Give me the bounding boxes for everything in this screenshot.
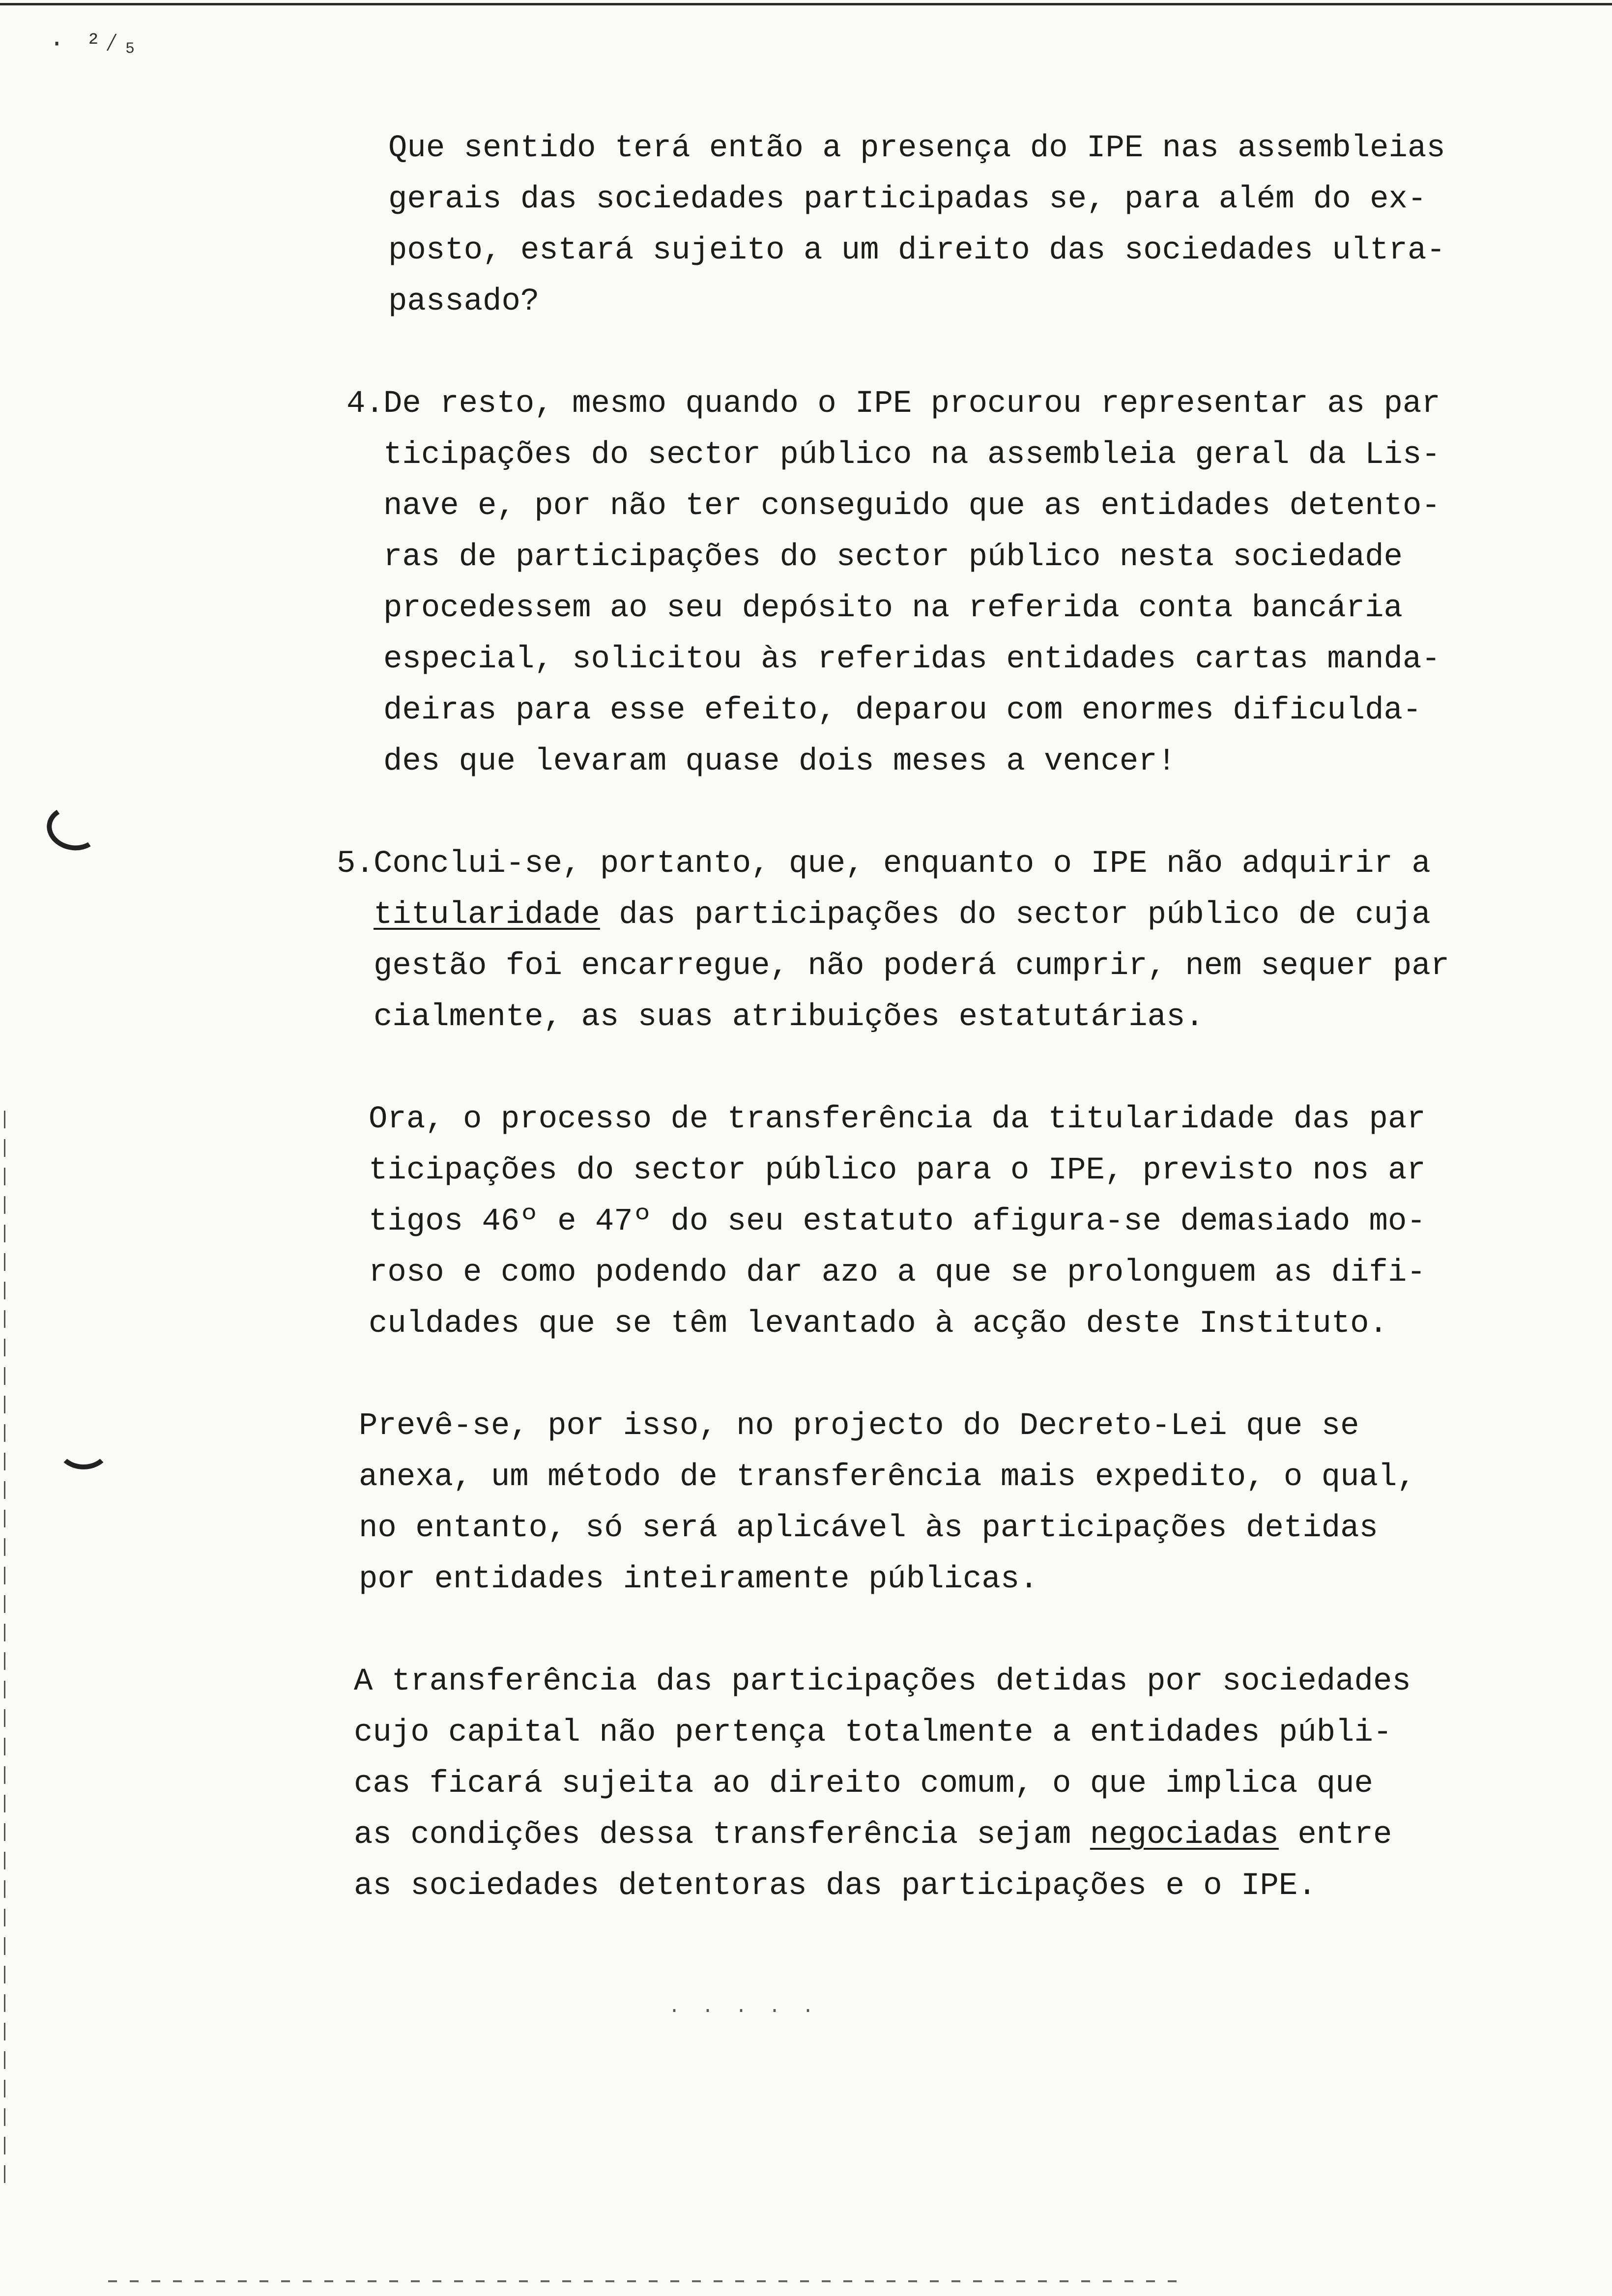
text-line: Prevê-se, por isso, no projecto do Decreto-Lei que se xyxy=(359,1408,1359,1444)
underlined-word: negociadas xyxy=(1090,1817,1279,1853)
text-line: des que levaram quase dois meses a vencer! xyxy=(383,744,1177,779)
bottom-scan-noise xyxy=(108,2280,1189,2282)
corner-page-mark: · ²⁄₅ xyxy=(49,29,141,58)
text-line: titularidade das participações do sector público de cuja xyxy=(374,897,1431,933)
text-line: A transferência das participações detidas por sociedades xyxy=(354,1664,1411,1699)
text-line: procedessem ao seu depósito na referida conta bancária xyxy=(383,591,1403,626)
text-line: cujo capital não pertença totalmente a entidades públi- xyxy=(354,1715,1392,1751)
text-line: culdades que se têm levantado à acção deste Instituto. xyxy=(369,1306,1388,1342)
text-line: ras de participações do sector público nesta sociedade xyxy=(383,540,1403,575)
text-line: as condições dessa transferência sejam negociadas entre xyxy=(354,1817,1392,1853)
bottom-smudge-mark: · · · · · xyxy=(668,2000,819,2022)
paragraph-5 xyxy=(337,838,1553,1043)
paragraph-4 xyxy=(346,378,1553,787)
text-line: passado? xyxy=(388,284,540,319)
text-line: posto, estará sujeito a um direito das sociedades ultra- xyxy=(388,233,1445,268)
text-line: gestão foi encarregue, não poderá cumprir, nem sequer par xyxy=(374,948,1450,984)
text-line: roso e como podendo dar azo a que se prolonguem as difi- xyxy=(369,1255,1426,1291)
paragraph-number: 4. xyxy=(346,386,384,422)
text-line: Ora, o processo de transferência da titularidade das par xyxy=(369,1102,1426,1137)
text-line: tigos 46º e 47º do seu estatuto afigura-se demasiado mo- xyxy=(369,1204,1426,1239)
text-line: nave e, por não ter conseguido que as entidades detento- xyxy=(383,488,1440,524)
punch-hole-mark-lower xyxy=(57,1425,111,1469)
paragraph-transferencia xyxy=(354,1656,1553,1912)
text-line: especial, solicitou às referidas entidades cartas manda- xyxy=(383,642,1440,677)
paragraph-number: 5. xyxy=(337,846,374,882)
left-margin-scan-line xyxy=(4,1111,5,2192)
text-line: deiras para esse efeito, deparou com enormes dificulda- xyxy=(383,693,1422,728)
text-line: gerais das sociedades participadas se, para além do ex- xyxy=(388,182,1427,217)
text-line: Que sentido terá então a presença do IPE nas assembleias xyxy=(388,131,1445,166)
paragraph-preve xyxy=(359,1401,1553,1605)
text-line: cialmente, as suas atribuições estatutárias. xyxy=(374,1000,1204,1035)
text-line: Conclui-se, portanto, que, enquanto o IPE não adquirir a xyxy=(374,846,1431,882)
text-line: ticipações do sector público para o IPE, previsto nos ar xyxy=(369,1153,1426,1188)
text-line: no entanto, só será aplicável às participações detidas xyxy=(359,1511,1378,1546)
text-line: cas ficará sujeita ao direito comum, o que implica que xyxy=(354,1766,1373,1802)
top-edge-rule xyxy=(0,3,1612,5)
paragraph-intro xyxy=(388,123,1553,327)
text-line: as sociedades detentoras das participações e o IPE. xyxy=(354,1868,1317,1904)
text-line: anexa, um método de transferência mais expedito, o qual, xyxy=(359,1460,1416,1495)
document-body xyxy=(337,123,1553,1963)
underlined-word: titularidade xyxy=(374,897,600,933)
paragraph-ora xyxy=(369,1094,1553,1349)
text-line: por entidades inteiramente públicas. xyxy=(359,1562,1038,1597)
text-line: De resto, mesmo quando o IPE procurou representar as par xyxy=(383,386,1440,422)
text-line: ticipações do sector público na assembleia geral da Lis- xyxy=(383,437,1440,473)
punch-hole-mark-upper xyxy=(43,802,104,855)
